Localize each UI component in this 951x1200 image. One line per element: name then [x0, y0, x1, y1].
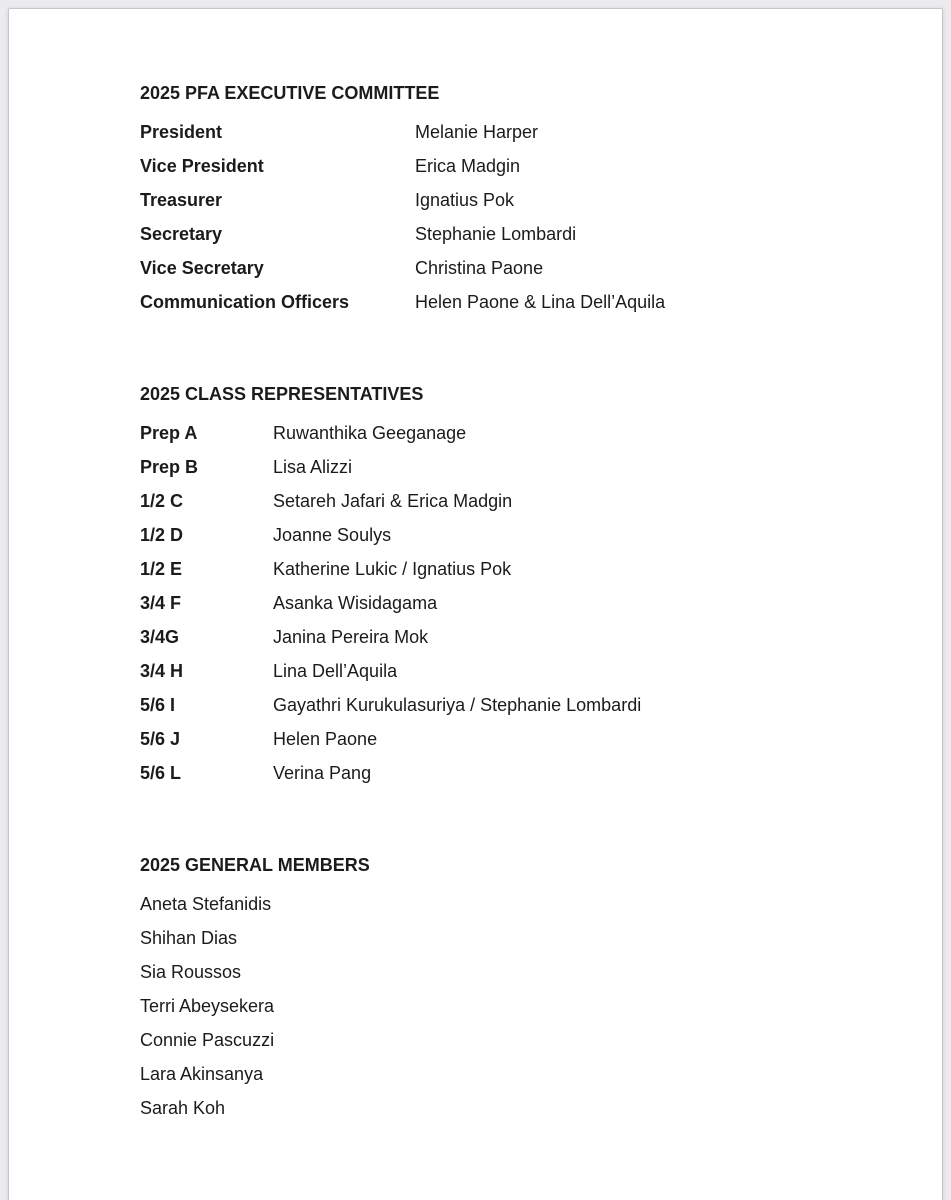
- representative-name: Lina Dell’Aquila: [273, 661, 398, 681]
- general-member-name: Shihan Dias: [140, 928, 238, 948]
- role-label: President: [140, 122, 223, 142]
- page-content: [9, 9, 942, 1125]
- committee-row: [140, 251, 902, 285]
- representative-name: Verina Pang: [273, 763, 372, 783]
- committee-row: [140, 285, 902, 319]
- class-row: [140, 416, 902, 450]
- class-row: [140, 722, 902, 756]
- class-row: [140, 552, 902, 586]
- committee-row: [140, 183, 902, 217]
- class-label: 1/2 D: [140, 525, 184, 545]
- committee-row: [140, 115, 902, 149]
- class-label: 1/2 E: [140, 559, 183, 579]
- member-name: Christina Paone: [415, 258, 544, 278]
- representative-name: Janina Pereira Mok: [273, 627, 429, 647]
- committee-row: [140, 217, 902, 251]
- role-label: Vice President: [140, 156, 264, 176]
- role-label: Secretary: [140, 224, 223, 244]
- general-member-name: Aneta Stefanidis: [140, 894, 272, 914]
- representative-name: Joanne Soulys: [273, 525, 392, 545]
- class-row: [140, 518, 902, 552]
- member-name: Stephanie Lombardi: [415, 224, 577, 244]
- general-member-name: Terri Abeysekera: [140, 996, 275, 1016]
- representative-name: Asanka Wisidagama: [273, 593, 438, 613]
- member-name: Erica Madgin: [415, 156, 521, 176]
- section-class-representatives: [140, 377, 902, 790]
- class-row: [140, 756, 902, 790]
- class-label: Prep A: [140, 423, 198, 443]
- role-label: Treasurer: [140, 190, 223, 210]
- class-row: [140, 688, 902, 722]
- representative-name: Gayathri Kurukulasuriya / Stephanie Lombardi: [273, 695, 642, 715]
- general-member-name: Sarah Koh: [140, 1098, 226, 1118]
- class-label: 5/6 I: [140, 695, 176, 715]
- member-name: Helen Paone & Lina Dell’Aquila: [415, 292, 666, 312]
- member-name: Ignatius Pok: [415, 190, 515, 210]
- section-general-members: [140, 848, 902, 1125]
- class-row: [140, 586, 902, 620]
- representative-name: Helen Paone: [273, 729, 378, 749]
- document-page: [8, 8, 943, 1200]
- general-member-name: Connie Pascuzzi: [140, 1030, 275, 1050]
- representative-name: Lisa Alizzi: [273, 457, 353, 477]
- representative-name: Setareh Jafari & Erica Madgin: [273, 491, 513, 511]
- representative-name: Ruwanthika Geeganage: [273, 423, 467, 443]
- role-label: Communication Officers: [140, 292, 350, 312]
- section-heading: 2025 GENERAL MEMBERS: [140, 855, 370, 875]
- class-label: Prep B: [140, 457, 199, 477]
- role-label: Vice Secretary: [140, 258, 264, 278]
- general-member-name: Sia Roussos: [140, 962, 242, 982]
- section-executive-committee: [140, 76, 902, 319]
- class-label: 3/4G: [140, 627, 180, 647]
- class-label: 3/4 F: [140, 593, 182, 613]
- class-row: [140, 654, 902, 688]
- section-heading: 2025 PFA EXECUTIVE COMMITTEE: [140, 83, 440, 103]
- section-heading: 2025 CLASS REPRESENTATIVES: [140, 384, 424, 404]
- class-row: [140, 450, 902, 484]
- class-label: 1/2 C: [140, 491, 184, 511]
- class-label: 5/6 J: [140, 729, 181, 749]
- class-row: [140, 484, 902, 518]
- representative-name: Katherine Lukic / Ignatius Pok: [273, 559, 512, 579]
- class-label: 5/6 L: [140, 763, 182, 783]
- class-label: 3/4 H: [140, 661, 184, 681]
- member-name: Melanie Harper: [415, 122, 539, 142]
- committee-row: [140, 149, 902, 183]
- class-row: [140, 620, 902, 654]
- general-member-name: Lara Akinsanya: [140, 1064, 264, 1084]
